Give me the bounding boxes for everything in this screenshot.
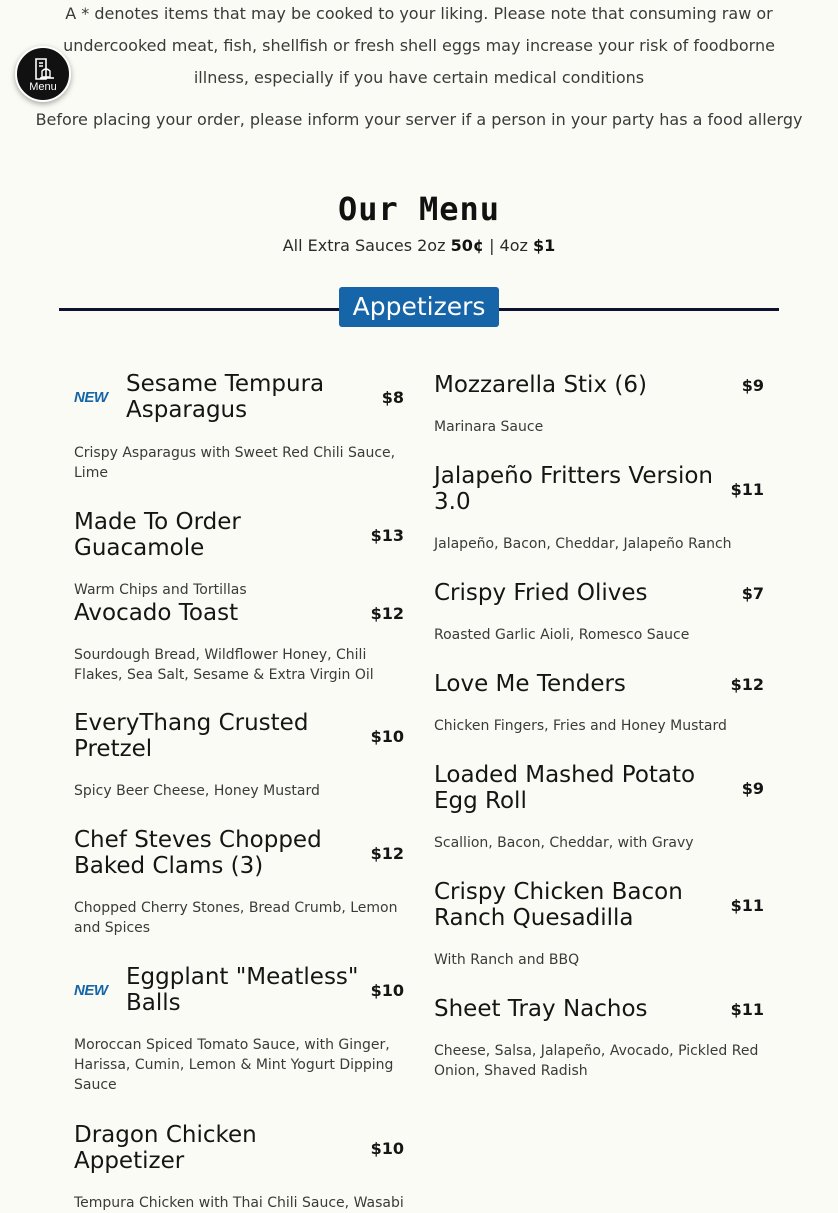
item-name: Dragon Chicken Appetizer xyxy=(74,1122,257,1174)
item-description: Marinara Sauce xyxy=(434,419,544,435)
item-price: $12 xyxy=(730,674,764,694)
item-price: $9 xyxy=(741,375,764,395)
item-name: Eggplant "Meatless" Balls xyxy=(126,964,359,1016)
item-name: Loaded Mashed Potato Egg Roll xyxy=(434,762,696,814)
item-price: $13 xyxy=(370,525,404,545)
menu-item[interactable] xyxy=(434,671,764,736)
item-price: $7 xyxy=(741,583,764,603)
item-description: Crispy Asparagus with Sweet Red Chili Sauce, Lime xyxy=(74,445,396,481)
section-title: Appetizers xyxy=(339,287,499,327)
item-description: With Ranch and BBQ xyxy=(434,952,580,968)
item-price: $12 xyxy=(370,603,404,623)
item-price: $8 xyxy=(381,387,404,407)
item-description: Roasted Garlic Aioli, Romesco Sauce xyxy=(434,627,690,643)
sauces-4oz-price: $1 xyxy=(533,236,556,255)
item-description: Warm Chips and Tortillas xyxy=(74,582,247,598)
item-price: $11 xyxy=(730,479,764,499)
item-description: Jalapeño, Bacon, Cheddar, Jalapeño Ranch xyxy=(434,536,732,552)
item-name: Crispy Chicken Bacon Ranch Quesadilla xyxy=(434,879,683,931)
menu-item[interactable] xyxy=(434,762,764,853)
page-title: Our Menu xyxy=(337,190,501,228)
item-description: Chicken Fingers, Fries and Honey Mustard xyxy=(434,718,727,734)
item-name: Chef Steves Chopped Baked Clams (3) xyxy=(74,827,322,879)
new-badge: NEW xyxy=(74,388,108,406)
item-price: $9 xyxy=(741,778,764,798)
menu-item[interactable] xyxy=(74,827,404,938)
sauces-prefix: All Extra Sauces 2oz xyxy=(282,236,451,255)
item-name: Avocado Toast xyxy=(74,600,239,626)
menu-book-icon xyxy=(33,57,55,81)
menu-item[interactable] xyxy=(74,964,404,1095)
item-name: Mozzarella Stix (6) xyxy=(434,372,647,398)
menu-item[interactable] xyxy=(74,1122,404,1213)
item-name: Sheet Tray Nachos xyxy=(434,996,648,1022)
menu-item[interactable] xyxy=(434,879,764,970)
menu-item[interactable] xyxy=(74,710,404,801)
raw-food-notice: A * denotes items that may be cooked to your liking. Please note that consuming raw or undercooked meat, fish, shellfish or fresh shell eggs may increase your risk of foodborne illness, especially if you have certain medical conditions xyxy=(63,4,775,87)
item-price: $10 xyxy=(370,1138,404,1158)
menu-item[interactable] xyxy=(74,371,404,483)
sauces-separator: | 4oz xyxy=(483,236,533,255)
allergy-notice: Before placing your order, please inform your server if a person in your party has a food allergy xyxy=(35,110,803,129)
item-price: $10 xyxy=(370,980,404,1000)
item-name: Love Me Tenders xyxy=(434,671,626,697)
menu-item[interactable] xyxy=(74,600,404,685)
item-description: Chopped Cherry Stones, Bread Crumb, Lemon and Spices xyxy=(74,900,398,936)
menu-item[interactable] xyxy=(434,580,764,645)
item-description: Cheese, Salsa, Jalapeño, Avocado, Pickled Red Onion, Shaved Radish xyxy=(434,1043,759,1079)
item-price: $12 xyxy=(370,843,404,863)
menu-item[interactable] xyxy=(434,996,764,1081)
extra-sauces-note xyxy=(0,236,838,255)
item-description: Sourdough Bread, Wildflower Honey, Chili Flakes, Sea Salt, Sesame & Extra Virgin Oil xyxy=(74,647,374,683)
item-description: Spicy Beer Cheese, Honey Mustard xyxy=(74,783,320,799)
item-description: Moroccan Spiced Tomato Sauce, with Ginger, Harissa, Cumin, Lemon & Mint Yogurt Dipping Sauce xyxy=(74,1037,394,1093)
menu-item[interactable] xyxy=(434,463,764,554)
menu-item[interactable] xyxy=(434,372,764,437)
item-price: $10 xyxy=(370,726,404,746)
item-name: Sesame Tempura Asparagus xyxy=(126,371,325,423)
item-description: Scallion, Bacon, Cheddar, with Gravy xyxy=(434,835,694,851)
item-name: Jalapeño Fritters Version 3.0 xyxy=(434,463,713,515)
item-description: Tempura Chicken with Thai Chili Sauce, Wasabi xyxy=(74,1195,404,1211)
menu-item[interactable] xyxy=(74,509,404,600)
item-price: $11 xyxy=(730,999,764,1019)
sauces-2oz-price: 50¢ xyxy=(450,236,484,255)
new-badge: NEW xyxy=(74,981,108,999)
item-name: EveryThang Crusted Pretzel xyxy=(74,710,309,762)
item-name: Made To Order Guacamole xyxy=(74,509,241,561)
item-name: Crispy Fried Olives xyxy=(434,580,648,606)
menu-button[interactable] xyxy=(15,46,71,102)
menu-button-label: Menu xyxy=(29,81,57,93)
item-price: $11 xyxy=(730,895,764,915)
